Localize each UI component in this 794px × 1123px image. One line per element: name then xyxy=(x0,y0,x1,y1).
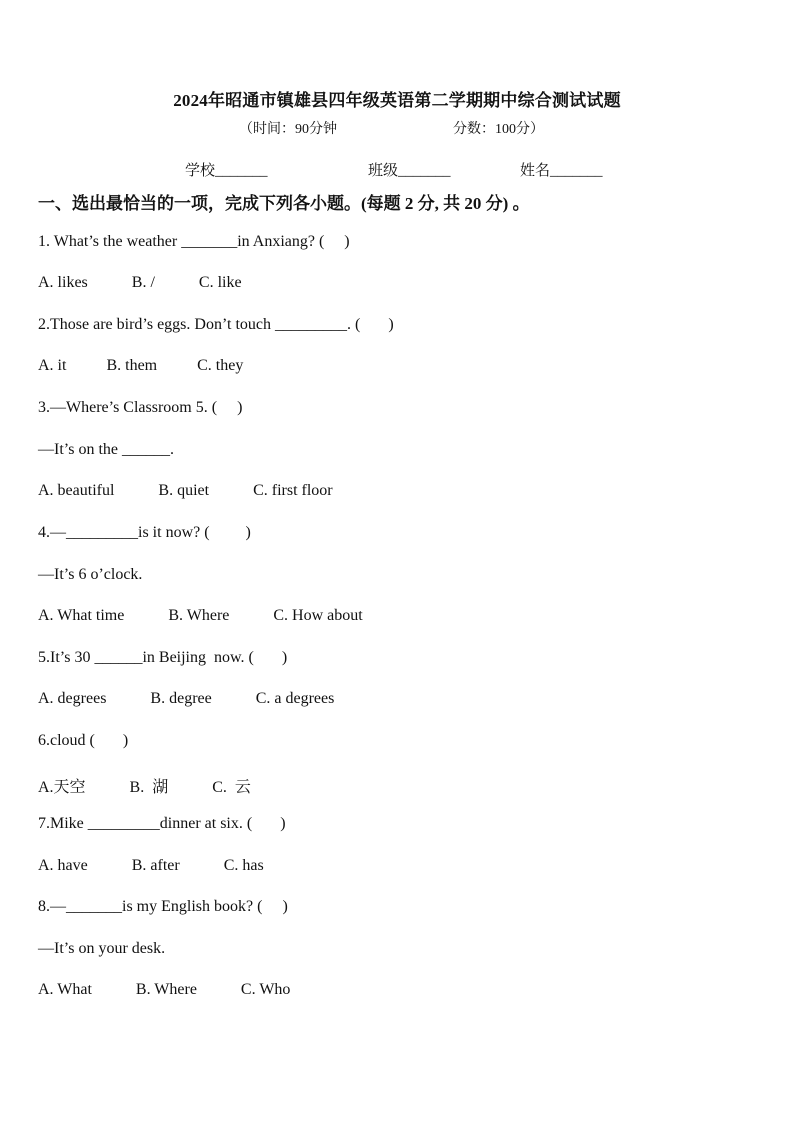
question-5-options: A. degrees B. degree C. a degrees xyxy=(38,690,335,707)
school-field[interactable]: 学校_______ xyxy=(185,163,268,179)
question-5-stem: 5.It’s 30 ______in Beijing now. ( ) xyxy=(38,649,288,666)
question-3-answer-line: —It’s on the ______. xyxy=(38,441,174,458)
exam-info xyxy=(239,118,544,138)
question-4-options: A. What time B. Where C. How about xyxy=(38,607,363,624)
question-3-stem: 3.—Where’s Classroom 5. ( ) xyxy=(38,399,243,416)
class-field[interactable]: 班级_______ xyxy=(368,163,451,179)
question-6-stem: 6.cloud ( ) xyxy=(38,732,129,749)
question-8-options: A. What B. Where C. Who xyxy=(38,981,291,998)
question-4-stem: 4.—_________is it now? ( ) xyxy=(38,524,251,541)
question-7-options: A. have B. after C. has xyxy=(38,857,264,874)
question-8-stem: 8.—_______is my English book? ( ) xyxy=(38,898,288,915)
question-1-options: A. likes B. / C. like xyxy=(38,274,242,291)
question-3-options: A. beautiful B. quiet C. first floor xyxy=(38,482,333,499)
name-field[interactable]: 姓名_______ xyxy=(520,163,603,179)
question-1-stem: 1. What’s the weather _______in Anxiang? ( ) xyxy=(38,233,350,250)
question-2-stem: 2.Those are bird’s eggs. Don’t touch _________. ( ) xyxy=(38,316,394,333)
question-8-answer-line: —It’s on your desk. xyxy=(38,940,166,957)
exam-score: 分数：100分） xyxy=(453,122,544,137)
section-heading: 一、选出最恰当的一项，完成下列各小题。(每题 2 分, 共 20 分) 。 xyxy=(38,194,530,213)
question-4-answer-line: —It’s 6 o’clock. xyxy=(38,566,143,583)
question-6-options: A.天空 B. 湖 C. 云 xyxy=(38,779,251,796)
question-2-options: A. it B. them C. they xyxy=(38,357,244,374)
exam-time: （时间：90分钟 xyxy=(239,122,337,137)
question-7-stem: 7.Mike _________dinner at six. ( ) xyxy=(38,815,286,832)
page-title: 2024年昭通市镇雄县四年级英语第二学期期中综合测试试题 xyxy=(173,91,621,110)
